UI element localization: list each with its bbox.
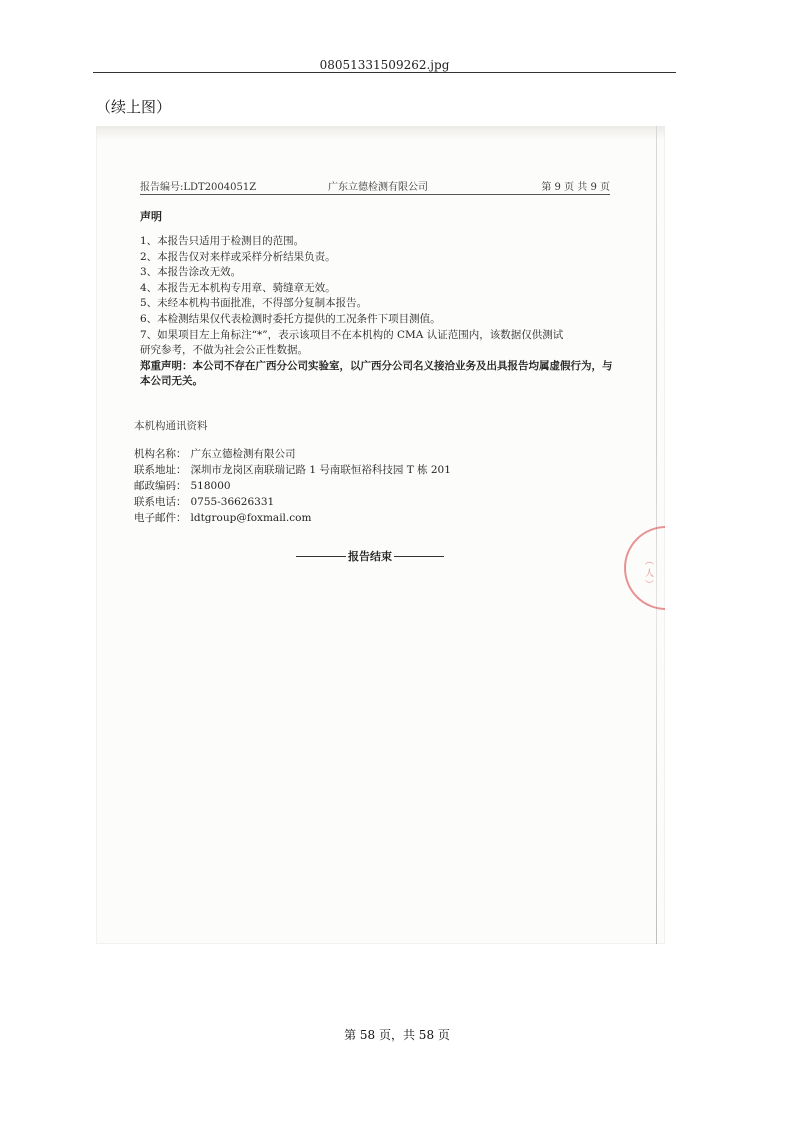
declaration-item: 6、本检测结果仅代表检测时委托方提供的工况条件下项目测值。 <box>140 312 441 325</box>
declaration-item: 研究参考，不做为社会公正性数据。 <box>140 344 308 357</box>
contact-label: 机构名称： <box>134 448 187 460</box>
contact-value: 深圳市龙岗区南联瑞记路 1 号南联恒裕科技园 T 栋 201 <box>190 464 451 476</box>
contact-info <box>134 446 451 526</box>
report-end-marker <box>294 548 446 564</box>
contact-row-name <box>134 446 451 462</box>
continued-label: （续上图） <box>96 98 172 116</box>
scan-report-header <box>140 178 610 194</box>
end-dash-left <box>296 556 346 557</box>
declaration-item: 3、本报告涂改无效。 <box>140 266 242 279</box>
report-end-label: 报告结束 <box>348 550 392 563</box>
declaration-item: 5、未经本机构书面批准，不得部分复制本报告。 <box>140 297 368 310</box>
declaration-item: 7、如果项目左上角标注“*”，表示该项目不在本机构的 CMA 认证范围内，该数据仅供测试 <box>140 328 564 341</box>
declaration-title: 声明 <box>140 210 162 223</box>
contact-row-address <box>134 462 451 478</box>
declaration-item: 1、本报告只适用于检测目的范围。 <box>140 235 305 247</box>
contact-row-phone <box>134 494 451 510</box>
report-page-info: 第 9 页 共 9 页 <box>541 182 610 193</box>
contact-row-postcode <box>134 478 451 494</box>
contact-label: 联系电话： <box>134 496 187 508</box>
page-footer-number: 第 58 页，共 58 页 <box>344 1028 450 1042</box>
declaration-list <box>140 234 620 390</box>
contact-value: 广东立德检测有限公司 <box>190 448 296 460</box>
contact-row-email <box>134 510 451 526</box>
contact-section-title: 本机构通讯资料 <box>134 420 208 432</box>
header-rule <box>93 72 676 73</box>
scanned-report-image <box>96 126 665 944</box>
report-company: 广东立德检测有限公司 <box>328 182 428 193</box>
contact-label: 联系地址： <box>134 464 187 476</box>
declaration-item: 2、本报告仅对来样或采样分析结果负责。 <box>140 250 336 263</box>
contact-label: 邮政编码： <box>134 480 187 492</box>
contact-value: 0755-36626331 <box>190 496 275 508</box>
seal-stamp-text: （ 人 ） <box>643 556 653 589</box>
report-number: 报告编号:LDT2004051Z <box>140 182 257 193</box>
contact-label: 电子邮件： <box>134 512 187 524</box>
page-header-filename: 08051331509262.jpg <box>319 58 450 72</box>
solemn-notice: 郑重声明：本公司不存在广西分公司实验室，以广西分公司名义接洽业务及出具报告均属虚假行为，与本公司无关。 <box>140 359 613 388</box>
contact-value: ldtgroup@foxmail.com <box>190 512 312 524</box>
declaration-item: 4、本报告无本机构专用章、骑缝章无效。 <box>140 281 336 294</box>
end-dash-right <box>394 556 444 557</box>
contact-value: 518000 <box>190 480 231 492</box>
scan-header-rule <box>140 194 610 195</box>
